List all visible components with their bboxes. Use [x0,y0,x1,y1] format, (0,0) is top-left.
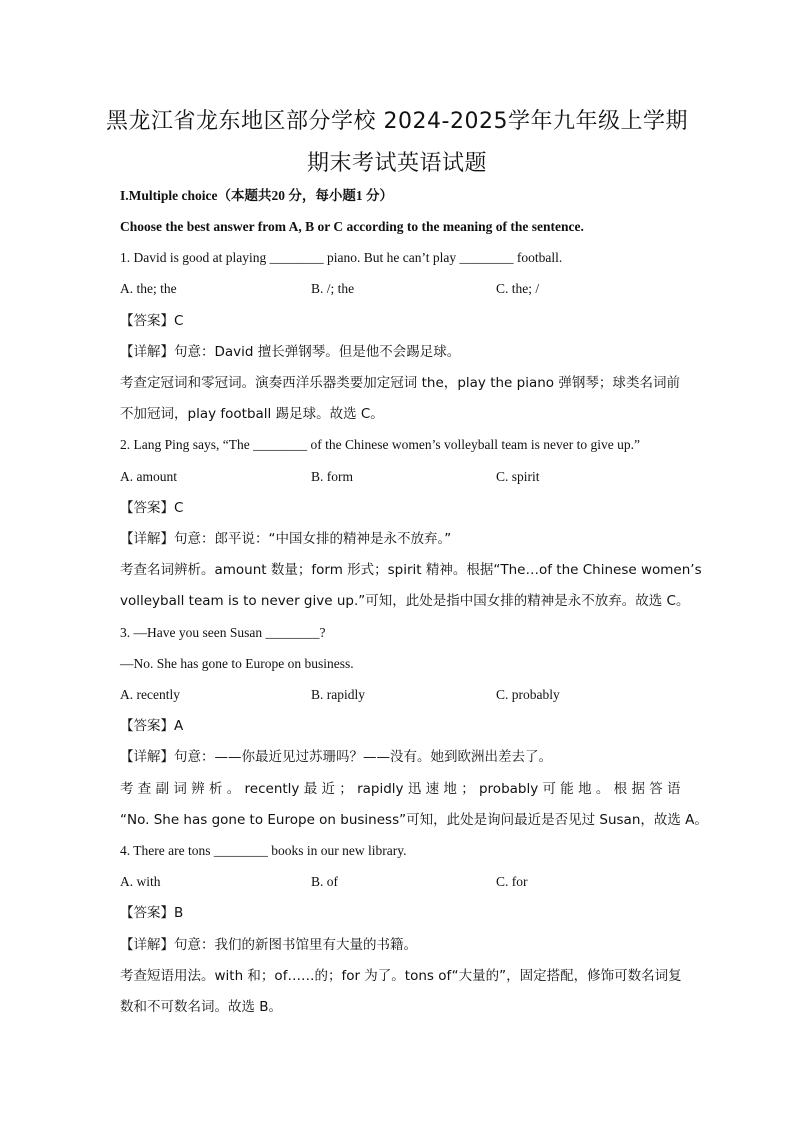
question-2-option-a: A. amount [120,469,177,484]
question-3-option-a: A. recently [120,687,180,702]
question-2-analysis-3: volleyball team is to never give up.”可知，此处是指中国女排的精神是永不放弃。故选 C。 [120,593,690,609]
question-4-option-c: C. for [496,874,528,889]
question-4-answer: 【答案】B [120,905,184,921]
question-2-option-b: B. form [311,469,353,484]
question-2-options [120,467,680,487]
question-3-analysis-3: “No. She has gone to Europe on business”可知，此处是询问最近是否见过 Susan，故选 A。 [120,812,708,828]
question-1-stem: 1. David is good at playing ________ piano. But he can’t play ________ football. [120,250,563,265]
question-3-analysis-1: 【详解】句意：——你最近见过苏珊吗？——没有。她到欧洲出差去了。 [120,749,552,765]
question-4-stem: 4. There are tons ________ books in our new library. [120,843,407,858]
question-1-option-a: A. the; the [120,281,177,296]
question-2-analysis-1: 【详解】句意：郎平说：“中国女排的精神是永不放弃。” [120,531,452,547]
question-3-answer: 【答案】A [120,718,184,734]
question-2-answer: 【答案】C [120,500,184,516]
question-1-answer: 【答案】C [120,313,184,329]
section-heading: I.Multiple choice（本题共20 分，每小题1 分） [120,188,393,203]
section-instruction: Choose the best answer from A, B or C according to the meaning of the sentence. [120,219,584,234]
question-3-analysis-2: 考 查 副 词 辨 析 。 recently 最 近 ； rapidly 迅 速 地 ； probably 可 能 地 。 根 据 答 语 [120,781,681,797]
question-3-options [120,685,680,705]
question-1-analysis-2: 考查定冠词和零冠词。演奏西洋乐器类要加定冠词 the，play the piano 弹钢琴；球类名词前 [120,375,680,391]
question-1-option-c: C. the; / [496,281,540,296]
question-4-option-a: A. with [120,874,161,889]
question-4-analysis-1: 【详解】句意：我们的新图书馆里有大量的书籍。 [120,937,417,953]
document-title-line-1: 黑龙江省龙东地区部分学校 2024-2025学年九年级上学期 [106,109,688,134]
question-1-analysis-1: 【详解】句意：David 擅长弹钢琴。但是他不会踢足球。 [120,344,461,360]
question-3-option-b: B. rapidly [311,687,365,702]
question-1-options [120,279,680,299]
question-1-analysis-3: 不加冠词，play football 踢足球。故选 C。 [120,406,384,422]
question-1-option-b: B. /; the [311,281,355,296]
question-3-stem-1: 3. —Have you seen Susan ________? [120,625,326,640]
question-4-option-b: B. of [311,874,338,889]
question-4-analysis-3: 数和不可数名词。故选 B。 [120,999,283,1015]
document-title-line-2: 期末考试英语试题 [306,151,487,176]
question-2-analysis-2: 考查名词辨析。amount 数量；form 形式；spirit 精神。根据“The…of the Chinese women’s [120,562,702,578]
question-2-stem: 2. Lang Ping says, “The ________ of the Chinese women’s volleyball team is never to give up.” [120,437,641,452]
question-3-option-c: C. probably [496,687,560,702]
question-4-analysis-2: 考查短语用法。with 和；of……的；for 为了。tons of“大量的”，固定搭配，修饰可数名词复 [120,968,682,984]
question-4-options [120,872,680,892]
question-2-option-c: C. spirit [496,469,540,484]
question-3-stem-2: —No. She has gone to Europe on business. [120,656,354,671]
